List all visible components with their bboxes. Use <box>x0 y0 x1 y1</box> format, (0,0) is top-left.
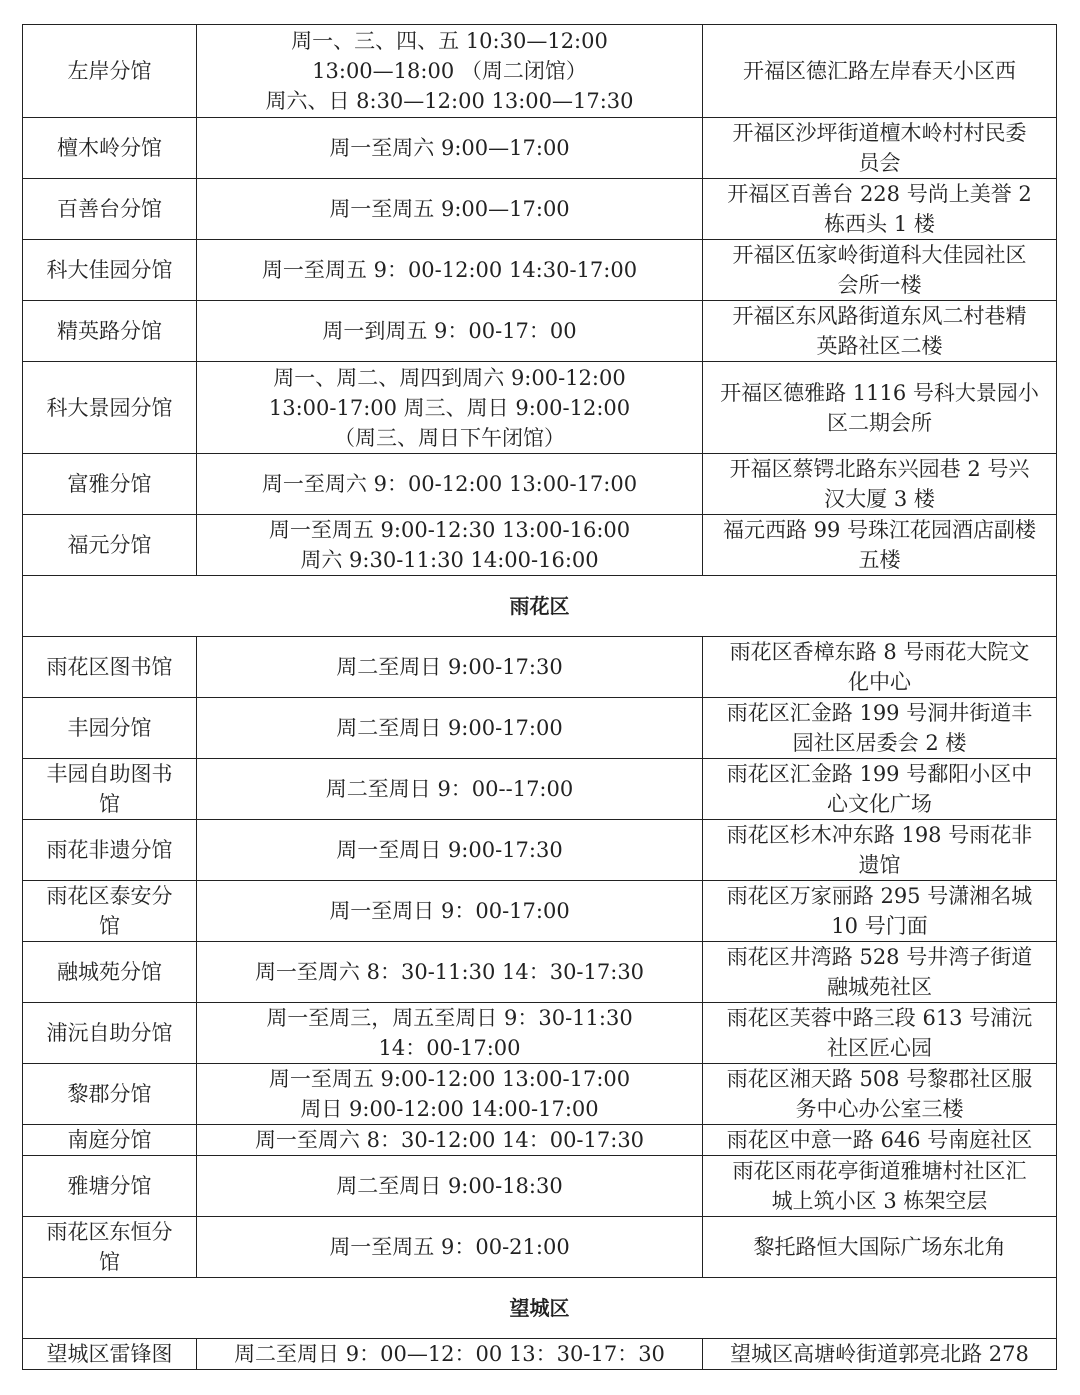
address-cell <box>703 1156 1057 1217</box>
address-line: 福元西路 99 号珠江花园酒店副楼 <box>722 518 1037 542</box>
branch-name-cell <box>23 362 197 454</box>
address-line: 心文化广场 <box>827 792 932 816</box>
opening-hours-cell <box>197 240 703 301</box>
table-row <box>23 637 1057 698</box>
branch-name: 富雅分馆 <box>67 472 152 496</box>
branch-name-cell <box>23 240 197 301</box>
table-row <box>23 759 1057 820</box>
address-cell <box>703 759 1057 820</box>
branch-name: 雨花区东恒分 <box>46 1220 173 1244</box>
opening-hours-cell <box>197 820 703 881</box>
table-row <box>23 942 1057 1003</box>
address-line: 开福区东风路街道东风二村巷精 <box>732 304 1027 328</box>
opening-hours-cell <box>197 1339 703 1370</box>
address-line: 望城区高塘岭街道郭亮北路 278 <box>730 1342 1029 1366</box>
opening-hours-cell <box>197 118 703 179</box>
address-cell <box>703 1217 1057 1278</box>
branch-name-cell <box>23 637 197 698</box>
address-cell <box>703 179 1057 240</box>
opening-hours-line: 13:00-17:00 周三、周日 9:00-12:00 <box>268 395 631 420</box>
opening-hours-line: 周一到周五 9：00-17：00 <box>322 319 577 343</box>
opening-hours-line: 周一至周五 9：00-21:00 <box>329 1235 570 1259</box>
opening-hours-cell <box>197 1156 703 1217</box>
address-line: 社区匠心园 <box>827 1036 932 1060</box>
address-line: 汉大厦 3 楼 <box>824 487 935 511</box>
address-line: 五楼 <box>858 548 901 572</box>
branch-name: 丰园自助图书 <box>46 762 173 786</box>
address-line: 开福区沙坪街道檀木岭村村民委 <box>732 121 1027 145</box>
branch-name: 科大佳园分馆 <box>46 258 173 282</box>
opening-hours-line: 周一、周二、周四到周六 9:00-12:00 <box>273 365 626 390</box>
address-line: 融城苑社区 <box>827 975 932 999</box>
branch-name-cell <box>23 25 197 118</box>
opening-hours-cell <box>197 1217 703 1278</box>
branch-name: 丰园分馆 <box>67 716 152 740</box>
address-cell <box>703 820 1057 881</box>
opening-hours-line: 周一至周六 9:00—17:00 <box>329 136 570 160</box>
branch-name: 馆 <box>99 792 120 816</box>
library-hours-document <box>22 24 1056 1370</box>
table-row <box>23 362 1057 454</box>
address-line: 城上筑小区 3 栋架空层 <box>771 1189 988 1213</box>
table-row <box>23 1217 1057 1278</box>
address-cell <box>703 698 1057 759</box>
opening-hours-cell <box>197 881 703 942</box>
opening-hours-line: （周三、周日下午闭馆） <box>334 425 565 450</box>
branch-name: 雨花区图书馆 <box>46 655 173 679</box>
branch-name-cell <box>23 1156 197 1217</box>
address-line: 开福区德汇路左岸春天小区西 <box>743 59 1016 83</box>
address-line: 雨花区井湾路 528 号井湾子街道 <box>726 945 1033 969</box>
table-row <box>23 240 1057 301</box>
opening-hours-line: 周一至周六 8：30-12:00 14：00-17:30 <box>254 1128 645 1152</box>
table-row <box>23 179 1057 240</box>
opening-hours-line: 周日 9:00-12:00 14:00-17:00 <box>300 1097 599 1121</box>
address-line: 雨花区雨花亭街道雅塘村社区汇 <box>732 1159 1027 1183</box>
branch-name-cell <box>23 698 197 759</box>
branch-name: 福元分馆 <box>67 533 152 557</box>
address-line: 园社区居委会 2 楼 <box>792 731 967 755</box>
address-line: 栋西头 1 楼 <box>824 212 935 236</box>
branch-name: 南庭分馆 <box>67 1128 152 1152</box>
address-cell <box>703 1064 1057 1125</box>
table-row <box>23 820 1057 881</box>
opening-hours-cell <box>197 1064 703 1125</box>
branch-name: 精英路分馆 <box>57 319 162 343</box>
address-cell <box>703 118 1057 179</box>
address-line: 开福区伍家岭街道科大佳园社区 <box>732 243 1027 267</box>
address-line: 员会 <box>858 151 901 175</box>
address-line: 黎托路恒大国际广场东北角 <box>753 1235 1006 1259</box>
branch-name-cell <box>23 118 197 179</box>
branch-name: 左岸分馆 <box>67 59 152 83</box>
address-line: 10 号门面 <box>831 914 928 938</box>
table-row <box>23 698 1057 759</box>
opening-hours-cell <box>197 942 703 1003</box>
branch-name-cell <box>23 942 197 1003</box>
table-row <box>23 881 1057 942</box>
opening-hours-line: 14：00-17:00 <box>378 1036 521 1060</box>
opening-hours-line: 周一至周五 9:00-12:30 13:00-16:00 <box>268 518 631 542</box>
branch-name: 雅塘分馆 <box>67 1174 152 1198</box>
address-line: 务中心办公室三楼 <box>795 1097 964 1121</box>
address-cell <box>703 301 1057 362</box>
address-line: 雨花区湘天路 508 号黎郡社区服 <box>726 1067 1033 1091</box>
opening-hours-line: 周二至周日 9：00—12：00 13：30-17：30 <box>234 1342 665 1366</box>
branch-name-cell <box>23 454 197 515</box>
address-line: 开福区蔡锷北路东兴园巷 2 号兴 <box>729 457 1030 481</box>
branch-name: 馆 <box>99 1250 120 1274</box>
opening-hours-line: 周六、日 8:30—12:00 13:00—17:30 <box>265 89 634 113</box>
address-line: 雨花区芙蓉中路三段 613 号浦沅 <box>726 1006 1033 1030</box>
branch-name: 科大景园分馆 <box>46 395 173 420</box>
branch-name-cell <box>23 881 197 942</box>
opening-hours-line: 周六 9:30-11:30 14:00-16:00 <box>300 548 599 572</box>
table-body <box>23 25 1057 1370</box>
opening-hours-cell <box>197 454 703 515</box>
address-line: 雨花区汇金路 199 号洞井街道丰 <box>726 701 1033 725</box>
address-line: 雨花区香樟东路 8 号雨花大院文 <box>729 640 1030 664</box>
address-cell <box>703 1003 1057 1064</box>
opening-hours-line: 周二至周日 9:00-17:00 <box>336 716 563 740</box>
opening-hours-cell <box>197 637 703 698</box>
address-cell <box>703 1339 1057 1370</box>
branch-name-cell <box>23 1217 197 1278</box>
branch-name: 黎郡分馆 <box>67 1082 152 1106</box>
opening-hours-cell <box>197 301 703 362</box>
address-cell <box>703 362 1057 454</box>
table-row <box>23 1003 1057 1064</box>
opening-hours-cell <box>197 759 703 820</box>
address-line: 英路社区二楼 <box>816 334 943 358</box>
address-line: 化中心 <box>848 670 911 694</box>
opening-hours-line: 周二至周日 9:00-17:30 <box>336 655 563 679</box>
opening-hours-cell <box>197 515 703 576</box>
table-row <box>23 1125 1057 1156</box>
table-row <box>23 118 1057 179</box>
opening-hours-cell <box>197 179 703 240</box>
opening-hours-line: 13:00—18:00 （周二闭馆） <box>312 59 587 83</box>
table-row <box>23 301 1057 362</box>
opening-hours-line: 周一至周日 9:00-17:30 <box>336 838 563 862</box>
address-line: 开福区德雅路 1116 号科大景园小 <box>720 380 1039 405</box>
library-schedule-table <box>22 24 1057 1370</box>
district-heading: 雨花区 <box>23 576 1057 637</box>
opening-hours-cell <box>197 1125 703 1156</box>
address-line: 雨花区万家丽路 295 号潇湘名城 <box>726 884 1033 908</box>
table-row <box>23 1339 1057 1370</box>
opening-hours-cell <box>197 362 703 454</box>
opening-hours-line: 周一、三、四、五 10:30—12:00 <box>291 29 608 53</box>
branch-name: 馆 <box>99 914 120 938</box>
branch-name: 百善台分馆 <box>57 197 162 221</box>
branch-name-cell <box>23 1125 197 1156</box>
opening-hours-line: 周一至周日 9：00-17:00 <box>329 899 570 923</box>
table-row <box>23 1156 1057 1217</box>
branch-name-cell <box>23 301 197 362</box>
address-line: 雨花区杉木冲东路 198 号雨花非 <box>726 823 1033 847</box>
branch-name: 檀木岭分馆 <box>57 136 162 160</box>
address-line: 会所一楼 <box>837 273 922 297</box>
opening-hours-line: 周一至周六 8：30-11:30 14：30-17:30 <box>254 960 645 984</box>
opening-hours-line: 周一至周五 9：00-12:00 14:30-17:00 <box>261 258 638 282</box>
opening-hours-cell <box>197 1003 703 1064</box>
branch-name-cell <box>23 1064 197 1125</box>
table-row <box>23 1064 1057 1125</box>
branch-name-cell <box>23 759 197 820</box>
branch-name: 浦沅自助分馆 <box>46 1021 173 1045</box>
branch-name: 融城苑分馆 <box>57 960 162 984</box>
address-line: 开福区百善台 228 号尚上美誉 2 <box>727 182 1032 206</box>
district-heading: 望城区 <box>23 1278 1057 1339</box>
opening-hours-line: 周二至周日 9:00-18:30 <box>336 1174 563 1198</box>
address-cell <box>703 942 1057 1003</box>
branch-name-cell <box>23 515 197 576</box>
table-row <box>23 515 1057 576</box>
address-cell <box>703 881 1057 942</box>
branch-name: 望城区雷锋图 <box>46 1342 173 1366</box>
opening-hours-line: 周一至周六 9：00-12:00 13:00-17:00 <box>261 472 638 496</box>
branch-name-cell <box>23 820 197 881</box>
branch-name-cell <box>23 1003 197 1064</box>
opening-hours-line: 周一至周三，周五至周日 9：30-11:30 <box>266 1006 633 1030</box>
opening-hours-line: 周一至周五 9:00—17:00 <box>329 197 570 221</box>
opening-hours-cell <box>197 698 703 759</box>
branch-name-cell <box>23 1339 197 1370</box>
table-row <box>23 25 1057 118</box>
address-cell <box>703 454 1057 515</box>
address-cell <box>703 1125 1057 1156</box>
address-cell <box>703 25 1057 118</box>
address-line: 遗馆 <box>858 853 901 877</box>
address-cell <box>703 515 1057 576</box>
opening-hours-line: 周二至周日 9：00--17:00 <box>325 777 574 801</box>
address-cell <box>703 240 1057 301</box>
table-row <box>23 454 1057 515</box>
branch-name: 雨花区泰安分 <box>46 884 173 908</box>
opening-hours-line: 周一至周五 9:00-12:00 13:00-17:00 <box>268 1067 631 1091</box>
branch-name: 雨花非遗分馆 <box>46 838 173 862</box>
address-cell <box>703 637 1057 698</box>
district-header-row <box>23 1278 1057 1339</box>
branch-name-cell <box>23 179 197 240</box>
address-line: 雨花区汇金路 199 号鄱阳小区中 <box>726 762 1033 786</box>
address-line: 雨花区中意一路 646 号南庭社区 <box>726 1128 1033 1152</box>
opening-hours-cell <box>197 25 703 118</box>
address-line: 区二期会所 <box>827 410 932 435</box>
district-header-row <box>23 576 1057 637</box>
